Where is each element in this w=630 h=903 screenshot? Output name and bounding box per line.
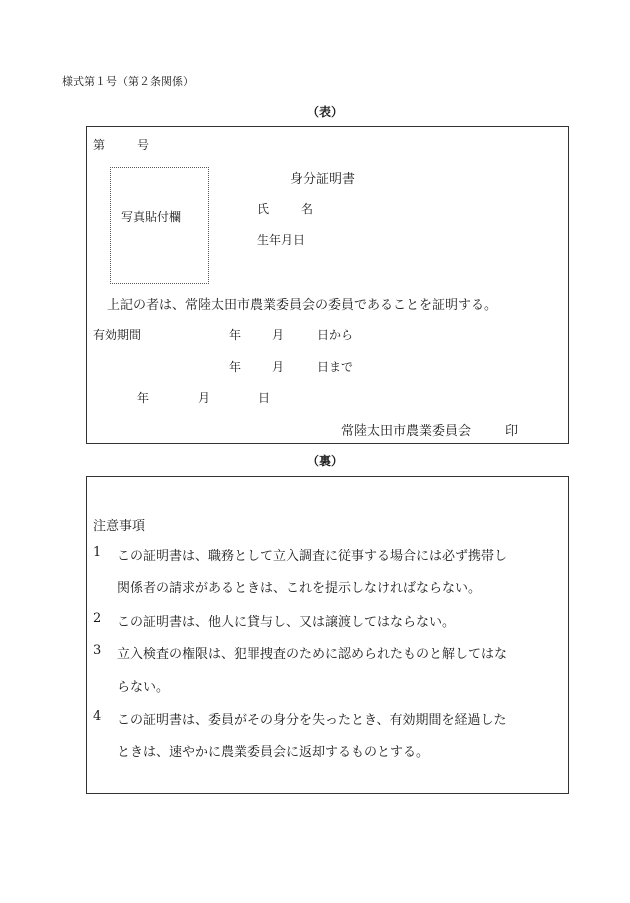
issue-year: 年: [137, 391, 150, 405]
name-label-2: 名: [301, 202, 314, 216]
from-year: 年: [229, 328, 242, 342]
note-number: 3: [93, 643, 102, 658]
note-number: 1: [93, 545, 102, 560]
note-line: ときは、速やかに農業委員会に返却するものとする。: [117, 745, 430, 760]
note-number: 2: [93, 611, 102, 626]
note-line: らない。: [117, 680, 170, 695]
number-suffix: 号: [137, 138, 150, 152]
from-month: 月: [272, 328, 285, 342]
note-number: 4: [93, 709, 102, 724]
name-label-1: 氏: [257, 202, 270, 216]
certify-text: 上記の者は、常陸太田市農業委員会の委員であることを証明する。: [107, 298, 498, 313]
form-label: 様式第１号（第２条関係）: [62, 75, 194, 88]
issue-day: 日: [258, 391, 271, 405]
number-prefix: 第: [93, 138, 106, 152]
validity-label: 有効期間: [93, 328, 142, 342]
issuer: 常陸太田市農業委員会: [341, 424, 472, 439]
notes-title: 注意事項: [93, 519, 146, 534]
seal: 印: [505, 424, 519, 439]
photo-label: 写真貼付欄: [121, 210, 182, 224]
note-line: 関係者の請求があるときは、これを提示しなければならない。: [117, 581, 482, 596]
birth-label: 生年月日: [257, 233, 306, 247]
from-day: 日から: [317, 328, 354, 342]
back-side-label: （裏）: [307, 454, 344, 468]
issue-month: 月: [198, 391, 211, 405]
to-year: 年: [229, 360, 242, 374]
note-line: 立入検査の権限は、犯罪捜査のために認められたものと解してはな: [117, 647, 508, 662]
photo-box: [110, 167, 209, 284]
front-side-label: （表）: [307, 105, 344, 119]
note-line: この証明書は、他人に貸与し、又は譲渡してはならない。: [117, 615, 456, 630]
to-month: 月: [272, 360, 285, 374]
note-line: この証明書は、委員がその身分を失ったとき、有効期間を経過した: [117, 713, 507, 728]
note-line: この証明書は、職務として立入調査に従事する場合には必ず携帯し: [117, 549, 508, 564]
to-day: 日まで: [317, 360, 354, 374]
card-title: 身分証明書: [290, 172, 356, 187]
